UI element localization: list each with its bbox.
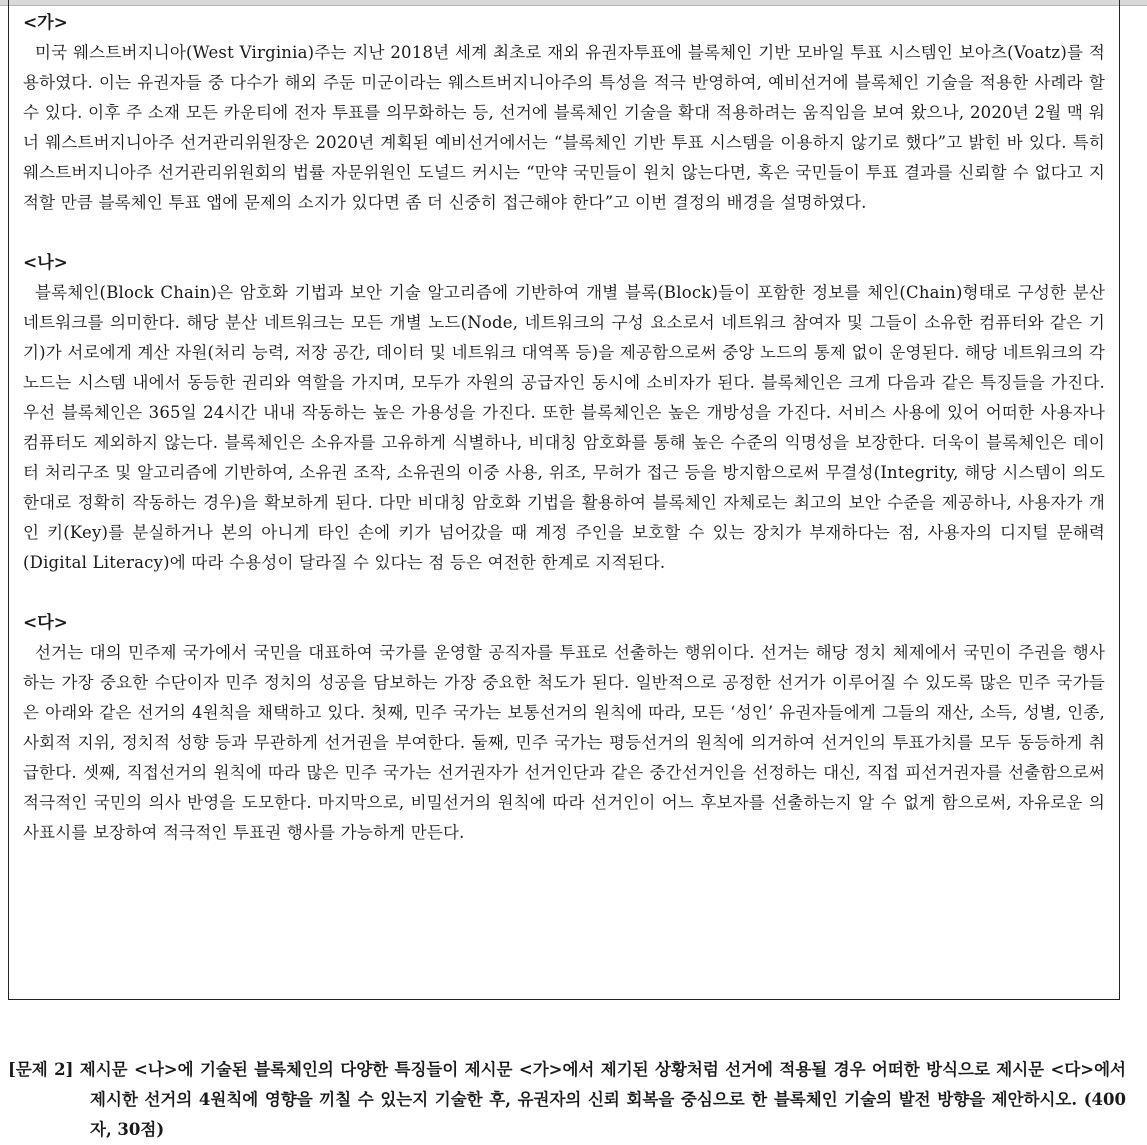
passage-box bbox=[8, 0, 1120, 1000]
passage-da-heading: <다> bbox=[23, 613, 68, 633]
passage-ga-heading: <가> bbox=[23, 13, 68, 33]
passage-ga-body: 미국 웨스트버지니아(West Virginia)주는 지난 2018년 세계 최초로 재외 유권자투표에 블록체인 기반 모바일 투표 시스템인 보아츠(Voatz)를 적용하였다. 이는 유권자들 중 다수가 해외 주둔 미군이라는 웨스트버지니아주의 특성을 적극 반영하여, 예비선거에 블록체인 기술을 적용한 사례라 할 수 있다. 이후 주 소재 모든 카운티에 전자 투표를 의무화하는 등, 선거에 블록체인 기술을 확대 적용하려는 움직임을 보여 왔으나, 2020년 2월 맥 워너 웨스트버지니아주 선거관리위원장은 2020년 계획된 예비선거에서는 “블록체인 기반 투표 시스템을 이용하지 않기로 했다”고 밝힌 바 있다. 특히 웨스트버지니아주 선거관리위원회의 법률 자문위원인 도널드 커시는 “만약 국민들이 원치 않는다면, 혹은 국민들이 투표 결과를 신뢰할 수 없다고 지적할 만큼 블록체인 투표 앱에 문제의 소지가 있다면 좀 더 신중히 접근해야 한다”고 이번 결정의 배경을 설명하였다. bbox=[23, 43, 1105, 212]
question-2: [문제 2] 제시문 <나>에 기술된 블록체인의 다양한 특징들이 제시문 <가>에서 제기된 상황처럼 선거에 적용될 경우 어떠한 방식으로 제시문 <다>에서 제시한 선거의 4원칙에 영향을 끼칠 수 있는지 기술한 후, 유권자의 신뢰 회복을 중심으로 한 블록체인 기술의 발전 방향을 제안하시오. (400자, 30점) bbox=[8, 1059, 1126, 1139]
passage-na-body: 블록체인(Block Chain)은 암호화 기법과 보안 기술 알고리즘에 기반하여 개별 블록(Block)들이 포함한 정보를 체인(Chain)형태로 구성한 분산 네트워크를 의미한다. 해당 분산 네트워크는 모든 개별 노드(Node, 네트워크의 구성 요소로서 네트워크 참여자 및 그들이 소유한 컴퓨터와 같은 기기)가 서로에게 계산 자원(처리 능력, 저장 공간, 데이터 및 네트워크 대역폭 등)을 제공함으로써 중앙 노드의 통제 없이 운영된다. 해당 네트워크의 각 노드는 시스템 내에서 동등한 권리와 역할을 가지며, 모두가 자원의 공급자인 동시에 소비자가 된다. 블록체인은 크게 다음과 같은 특징들을 가진다. 우선 블록체인은 365일 24시간 내내 작동하는 높은 가용성을 가진다. 또한 블록체인은 높은 개방성을 가진다. 서비스 사용에 있어 어떠한 사용자나 컴퓨터도 제외하지 않는다. 블록체인은 소유자를 고유하게 식별하나, 비대칭 암호화를 통해 높은 수준의 익명성을 보장한다. 더욱이 블록체인은 데이터 처리구조 및 알고리즘에 기반하여, 소유권 조작, 소유권의 이중 사용, 위조, 무허가 접근 등을 방지함으로써 무결성(Integrity, 해당 시스템이 의도한대로 정확히 작동하는 경우)을 확보하게 된다. 다만 비대칭 암호화 기법을 활용하여 블록체인 자체로는 최고의 보안 수준을 제공하나, 사용자가 개인 키(Key)를 분실하거나 본의 아니게 타인 손에 키가 넘어갔을 때 계정 주인을 보호할 수 있는 장치가 부재하다는 점, 사용자의 디지털 문해력(Digital Literacy)에 따라 수용성이 달라질 수 있다는 점 등은 여전한 한계로 지적된다. bbox=[23, 283, 1105, 572]
passage-da bbox=[23, 608, 1105, 848]
passage-na bbox=[23, 248, 1105, 578]
passage-da-body: 선거는 대의 민주제 국가에서 국민을 대표하여 국가를 운영할 공직자를 투표로 선출하는 행위이다. 선거는 해당 정치 체제에서 국민이 주권을 행사하는 가장 중요한 수단이자 민주 정치의 성공을 담보하는 가장 중요한 척도가 된다. 일반적으로 공정한 선거가 이루어질 수 있도록 많은 민주 국가들은 아래와 같은 선거의 4원칙을 채택하고 있다. 첫째, 민주 국가는 보통선거의 원칙에 따라, 모든 ‘성인’ 유권자들에게 그들의 재산, 소득, 성별, 인종, 사회적 지위, 정치적 성향 등과 무관하게 선거권을 부여한다. 둘째, 민주 국가는 평등선거의 원칙에 의거하여 선거인의 투표가치를 모두 동등하게 취급한다. 셋째, 직접선거의 원칙에 따라 많은 민주 국가는 선거권자가 선거인단과 같은 중간선거인을 선정하는 대신, 직접 피선거권자를 선출함으로써 적극적인 국민의 의사 반영을 도모한다. 마지막으로, 비밀선거의 원칙에 따라 선거인이 어느 후보자를 선출하는지 알 수 없게 함으로써, 자유로운 의사표시를 보장하여 적극적인 투표권 행사를 가능하게 만든다. bbox=[23, 643, 1105, 842]
passage-ga bbox=[23, 8, 1105, 218]
passage-na-heading: <나> bbox=[23, 253, 68, 273]
